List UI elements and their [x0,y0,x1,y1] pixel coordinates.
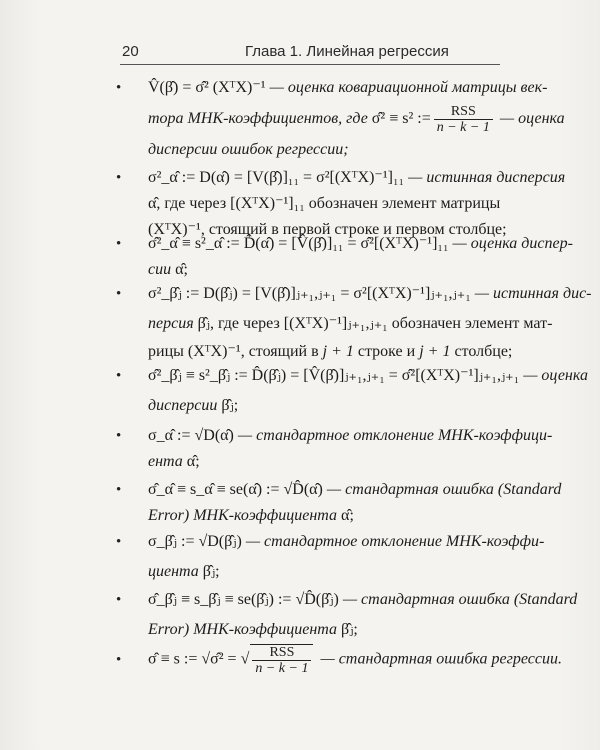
description-text: — оценка [495,110,565,128]
bullet-icon: • [116,592,122,608]
item-line [148,426,553,446]
fraction-denominator: n − k − 1 [436,120,490,135]
bullet-icon: • [116,368,122,384]
bullet-icon: • [116,652,122,668]
description-text: ; [233,397,239,414]
fraction-denominator: n − k − 1 [255,661,309,676]
description-text: персия [148,315,198,332]
formula: σ²_β̂ⱼ := D(β̂ⱼ) = [V(β̂)]ⱼ₊₁,ⱼ₊₁ = σ²[(XᵀX)⁻¹]ⱼ₊₁,ⱼ₊₁ [148,285,471,302]
description-text: , где через [210,315,284,332]
formula: α̂ [186,453,196,470]
description-text: — оценка ковариационной матрицы век- [265,79,548,96]
formula: (XᵀX)⁻¹ [148,221,201,238]
formula: j + 1 [419,343,451,360]
formula: σ²_α̂ := D(α̂) = [V(β̂)]₁₁ = σ²[(XᵀX)⁻¹]₁₁ [148,169,405,186]
fraction [250,644,313,676]
description-text: обозначен элемент матрицы [304,195,501,212]
formula: α̂ [175,261,184,278]
formula: V̂(β̂) = σ̂² (XᵀX)⁻¹ [148,79,266,96]
formula: β̂ⱼ [221,397,234,414]
fraction-numerator: RSS [434,104,493,120]
description-text: — истинная дисперсия [404,169,566,186]
description-text: ; [353,621,358,638]
formula: σ̂² ≡ s² := [371,110,431,128]
item-line [148,396,516,416]
description-text: циента [148,563,203,580]
formula: σ̂_β̂ⱼ ≡ s_β̂ⱼ ≡ se(β̂ⱼ) := √D̂(β̂ⱼ) [148,591,339,608]
description-text: — оценка [519,367,588,384]
formula: σ_α̂ := √D(α̂) [148,427,234,444]
description-text: тора МНК-коэффициентов, где [148,110,372,128]
chapter-title: Глава 1. Линейная регрессия [245,43,449,60]
formula: β̂ⱼ [341,621,354,638]
item-line [148,480,562,500]
item-line [148,506,516,526]
item-line [148,168,566,188]
description-text: строке и [353,343,420,360]
description-text: — стандартная ошибка регрессии. [316,650,562,668]
item-line [148,452,516,472]
page-number: 20 [122,43,139,60]
description-text: ; [183,261,188,278]
bullet-icon: • [116,170,122,186]
formula: α̂ [341,507,350,524]
item-line [148,314,553,334]
description-text: сии [148,261,176,278]
description-text: — оценка диспер- [448,235,573,252]
description-text: ; [215,563,220,580]
bullet-icon: • [116,286,122,302]
description-text: ; [349,507,354,524]
fraction-numerator: RSS [252,645,311,661]
description-text: , стоящий в [240,343,323,360]
description-text: дисперсии [148,397,222,414]
item-line [148,590,578,610]
description-text: — стандартная ошибка (Standard [322,481,562,498]
description-text: — стандартное отклонение МНК-коэффи- [241,533,545,550]
formula: σ̂²_β̂ⱼ ≡ s²_β̂ⱼ := D̂(β̂ⱼ) = [V̂(β̂)]ⱼ₊₁,ⱼ₊₁ = σ̂²[(XᵀX)⁻¹]ⱼ₊₁,ⱼ₊₁ [148,367,520,384]
formula: α̂ [148,195,157,212]
description-text: ента [148,453,187,470]
description-text: столбце; [450,343,513,360]
formula: β̂ⱼ [202,563,216,580]
description-text: ; [195,453,200,470]
description-text: Error) МНК-коэффициента [148,507,342,524]
item-line [148,104,565,135]
item-line [148,532,545,552]
bullet-icon: • [116,428,122,444]
description-text: дисперсии ошибок регрессии; [148,141,349,158]
bullet-icon: • [116,80,122,96]
item-line [148,620,516,640]
item-line [148,234,573,254]
formula: σ̂_α̂ ≡ s_α̂ ≡ se(α̂) := √D̂(α̂) [148,481,323,498]
item-line [148,562,516,582]
item-line [148,342,516,362]
item-line [148,194,516,214]
formula: σ_β̂ⱼ := √D(β̂ⱼ) [148,533,242,550]
item-line [148,284,592,304]
formula: [(XᵀX)⁻¹]ⱼ₊₁,ⱼ₊₁ [283,315,388,332]
item-line [148,366,588,386]
description-text: Error) МНК-коэффициента [148,621,342,638]
bullet-icon: • [116,482,122,498]
item-line [148,644,562,676]
formula: σ̂²_α̂ ≡ s²_α̂ := D̂(α̂) = [V̂(β̂)]₁₁ = σ̂²[(XᵀX)⁻¹]₁₁ [148,235,449,252]
description-text: , где через [156,195,231,212]
description-text: , стоящий в первой строке и первом столбце; [200,221,507,238]
description-text: — стандартная ошибка (Standard [338,591,578,608]
description-text: — стандартное отклонение МНК-коэффици- [233,427,553,444]
formula: j + 1 [322,343,354,360]
item-line [148,140,516,160]
running-header [120,30,500,65]
bullet-icon: • [116,236,122,252]
formula: β̂ⱼ [197,315,211,332]
item-line [148,78,548,98]
description-text: — истинная дис- [470,285,592,302]
description-text: рицы [148,343,188,360]
formula: σ̂ ≡ s := √σ̂² = √ [148,650,250,668]
formula: (XᵀX)⁻¹ [187,343,241,360]
fraction [434,104,493,135]
description-text: обозначен элемент мат- [387,315,553,332]
bullet-icon: • [116,534,122,550]
formula: [(XᵀX)⁻¹]₁₁ [230,195,305,212]
item-line [148,260,516,280]
